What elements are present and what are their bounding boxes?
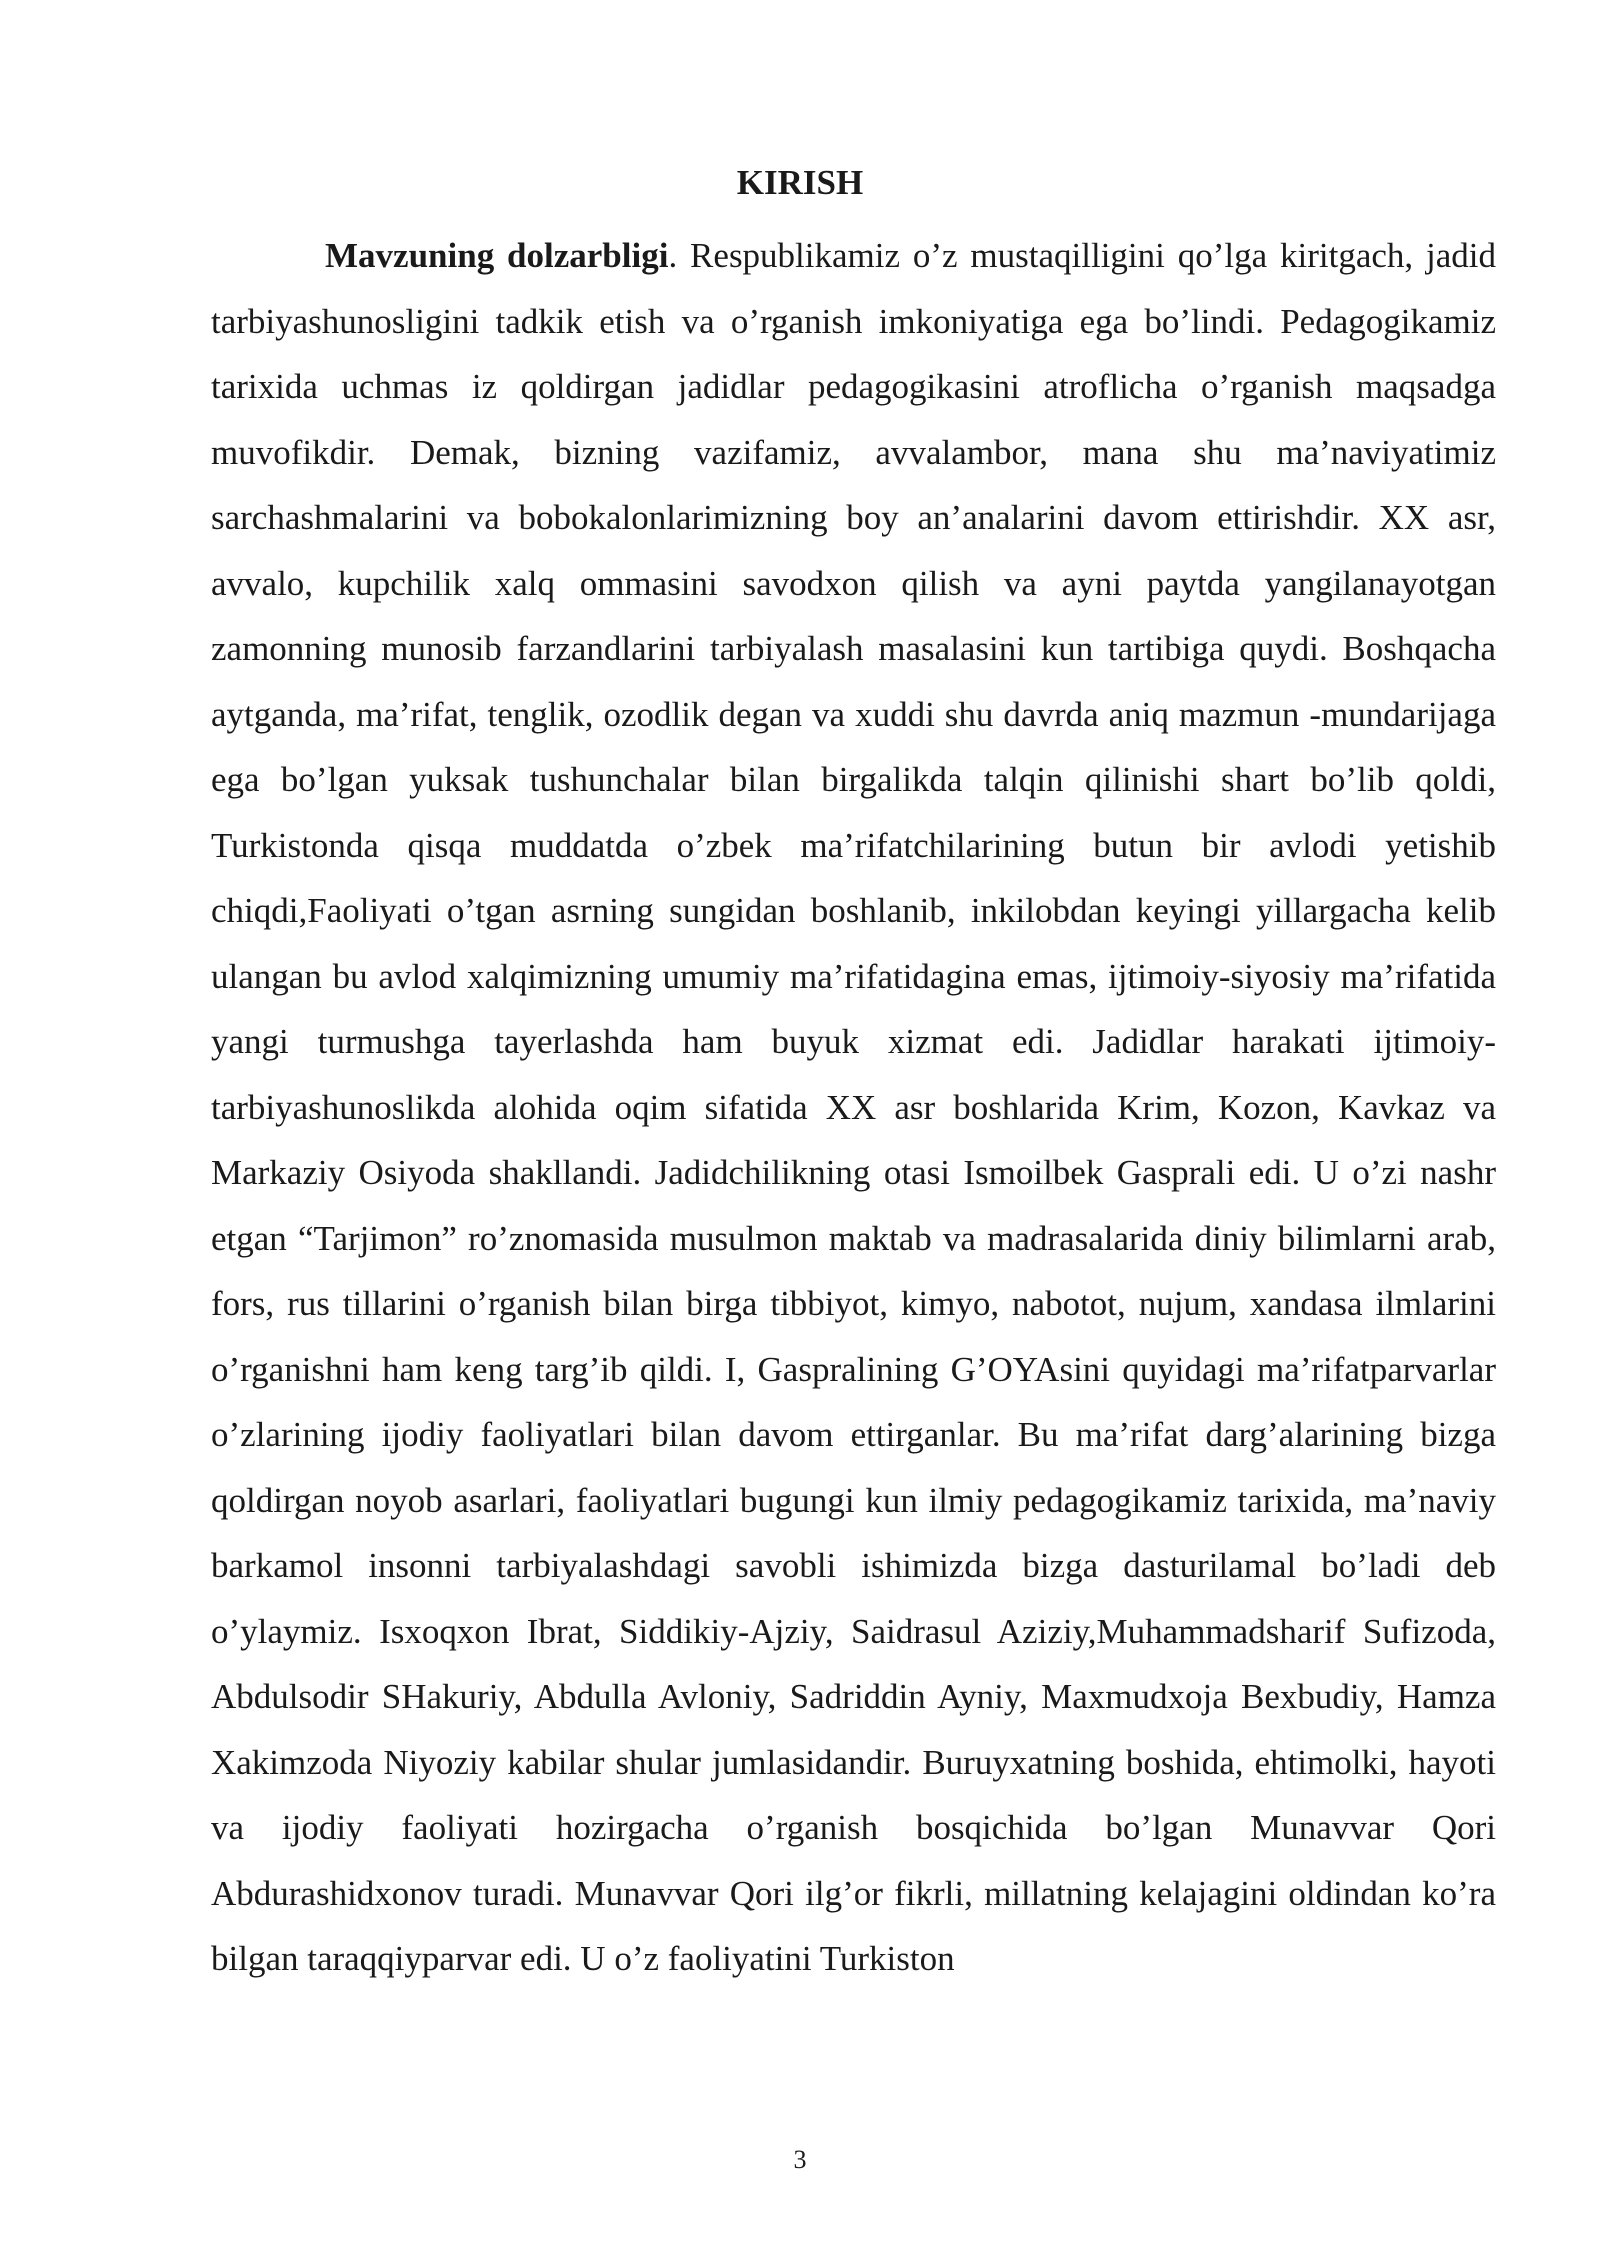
body-paragraph — [211, 223, 1496, 1992]
paragraph-text: . Respublikamiz o’z mustaqilligini qo’lga kiritgach, jadid tarbiyashunosligini tadkik etish va o’rganish imkoniyatiga ega bo’lindi. Pedagogikamiz tarixida uchmas iz qoldirgan jadidlar pedagogikasini atroflicha o’rganish maqsadga muvofikdir. Demak, bizning vazifamiz, avvalambor, mana shu ma’naviyatimiz sarchashmalarini va bobokalonlarimizning boy an’analarini davom ettirishdir. XX asr, avvalo, kupchilik xalq ommasini savodxon qilish va ayni paytda yangilanayotgan zamonning munosib farzandlarini tarbiyalash masalasini kun tartibiga quydi. Boshqacha aytganda, ma’rifat, tenglik, ozodlik degan va xuddi shu davrda aniq mazmun -mundarijaga ega bo’lgan yuksak tushunchalar bilan birgalikda talqin qilinishi shart bo’lib qoldi, Turkistonda qisqa muddatda o’zbek ma’rifatchilarining butun bir avlodi yetishib chiqdi,Faoliyati o’tgan asrning sungidan boshlanib, inkilobdan keyingi yillargacha kelib ulangan bu avlod xalqimizning umumiy ma’rifatidagina emas, ijtimoiy-siyosiy ma’rifatida yangi turmushga tayerlashda ham buyuk xizmat edi. Jadidlar harakati ijtimoiy-tarbiyashunoslikda alohida oqim sifatida XX asr boshlarida Krim, Kozon, Kavkaz va Markaziy Osiyoda shakllandi. Jadidchilikning otasi Ismoilbek Gasprali edi. U o’zi nashr etgan “Tarjimon” ro’znomasida musulmon maktab va madrasalarida diniy bilimlarni arab, fors, rus tillarini o’rganish bilan birga tibbiyot, kimyo, nabotot, nujum, xandasa ilmlarini o’rganishni ham keng targ’ib qildi. I, Gaspralining G’OYAsini quyidagi ma’rifatparvarlar o’zlarining ijodiy faoliyatlari bilan davom ettirganlar. Bu ma’rifat darg’alarining bizga qoldirgan noyob asarlari, faoliyatlari bugungi kun ilmiy pedagogikamiz tarixida, ma’naviy barkamol insonni tarbiyalashdagi savobli ishimizda bizga dasturilamal bo’ladi deb o’ylaymiz. Isxoqxon Ibrat, Siddikiy-Ajziy, Saidrasul Aziziy,Muhammadsharif Sufizoda, Abdulsodir SHakuriy, Abdulla Avloniy, Sadriddin Ayniy, Maxmudxoja Bexbudiy, Hamza Xakimzoda Niyoziy kabilar shular jumlasidandir. Buruyxatning boshida, ehtimolki, hayoti va ijodiy faoliyati hozirgacha o’rganish bosqichida bo’lgan Munavvar Qori Abdurashidxonov turadi. Munavvar Qori ilg’or fikrli, millatning kelajagini oldindan ko’ra bilgan taraqqiyparvar edi. U o’z faoliyatini Turkiston — [211, 236, 1496, 1978]
page-number: 3 — [793, 2145, 807, 2174]
page-title: KIRISH — [736, 163, 864, 202]
lead-phrase: Mavzuning dolzarbligi — [325, 236, 669, 275]
